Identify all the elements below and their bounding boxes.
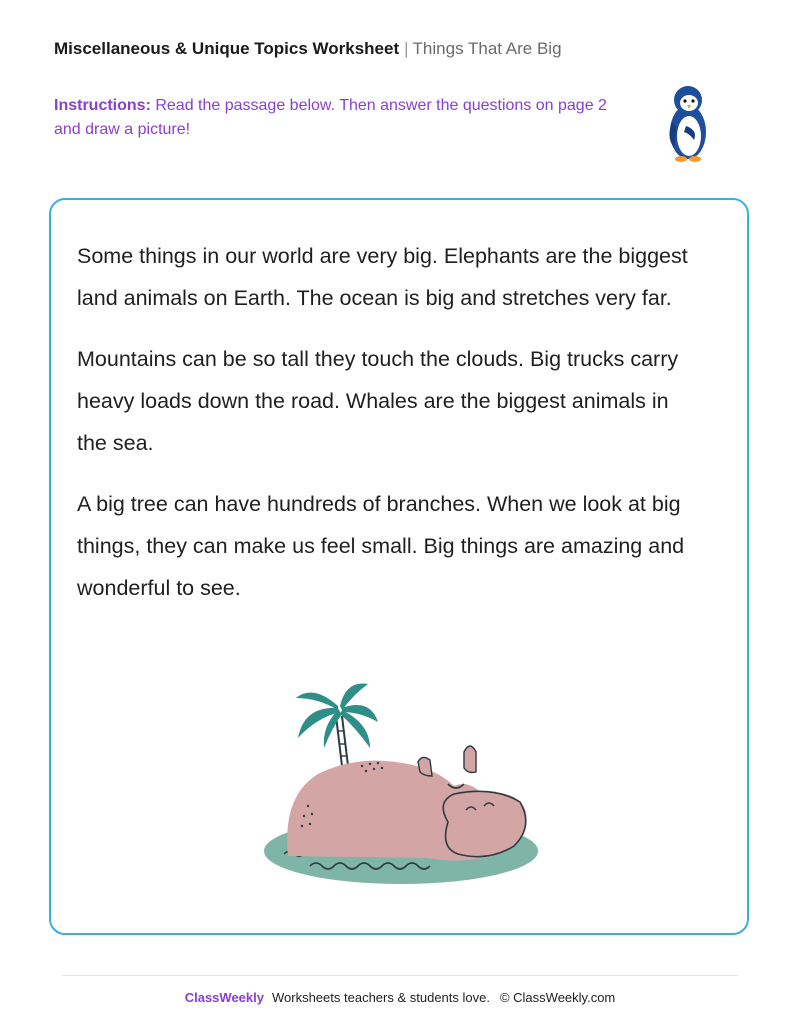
passage-paragraph-1: Some things in our world are very big. Elephants are the biggest land animals on Earth. The ocean is big and stretches very far. bbox=[77, 244, 688, 310]
title-separator: | bbox=[404, 39, 409, 58]
footer-brand: ClassWeekly bbox=[184, 990, 264, 1005]
instructions-text: Read the passage below. Then answer the questions on page 2 and draw a picture! bbox=[54, 97, 607, 138]
instructions bbox=[54, 94, 624, 142]
passage bbox=[77, 235, 697, 628]
page-header bbox=[54, 38, 562, 60]
worksheet-title: Miscellaneous & Unique Topics Worksheet bbox=[54, 39, 400, 58]
passage-paragraph-3: A big tree can have hundreds of branches. When we look at big things, they can make us feel small. Big things are amazing and wonderful to see. bbox=[77, 492, 685, 600]
footer-divider bbox=[62, 975, 738, 976]
penguin-icon bbox=[660, 82, 716, 164]
footer-copyright: © ClassWeekly.com bbox=[499, 990, 616, 1005]
passage-paragraph-2: Mountains can be so tall they touch the clouds. Big trucks carry heavy loads down the road. Whales are the biggest animals in the sea. bbox=[77, 347, 679, 455]
footer-tagline: Worksheets teachers & students love. bbox=[271, 990, 490, 1005]
hippo-island-icon bbox=[258, 676, 548, 890]
worksheet-subtitle: Things That Are Big bbox=[412, 39, 562, 58]
page-footer bbox=[0, 989, 800, 1007]
instructions-label: Instructions: bbox=[54, 97, 151, 114]
